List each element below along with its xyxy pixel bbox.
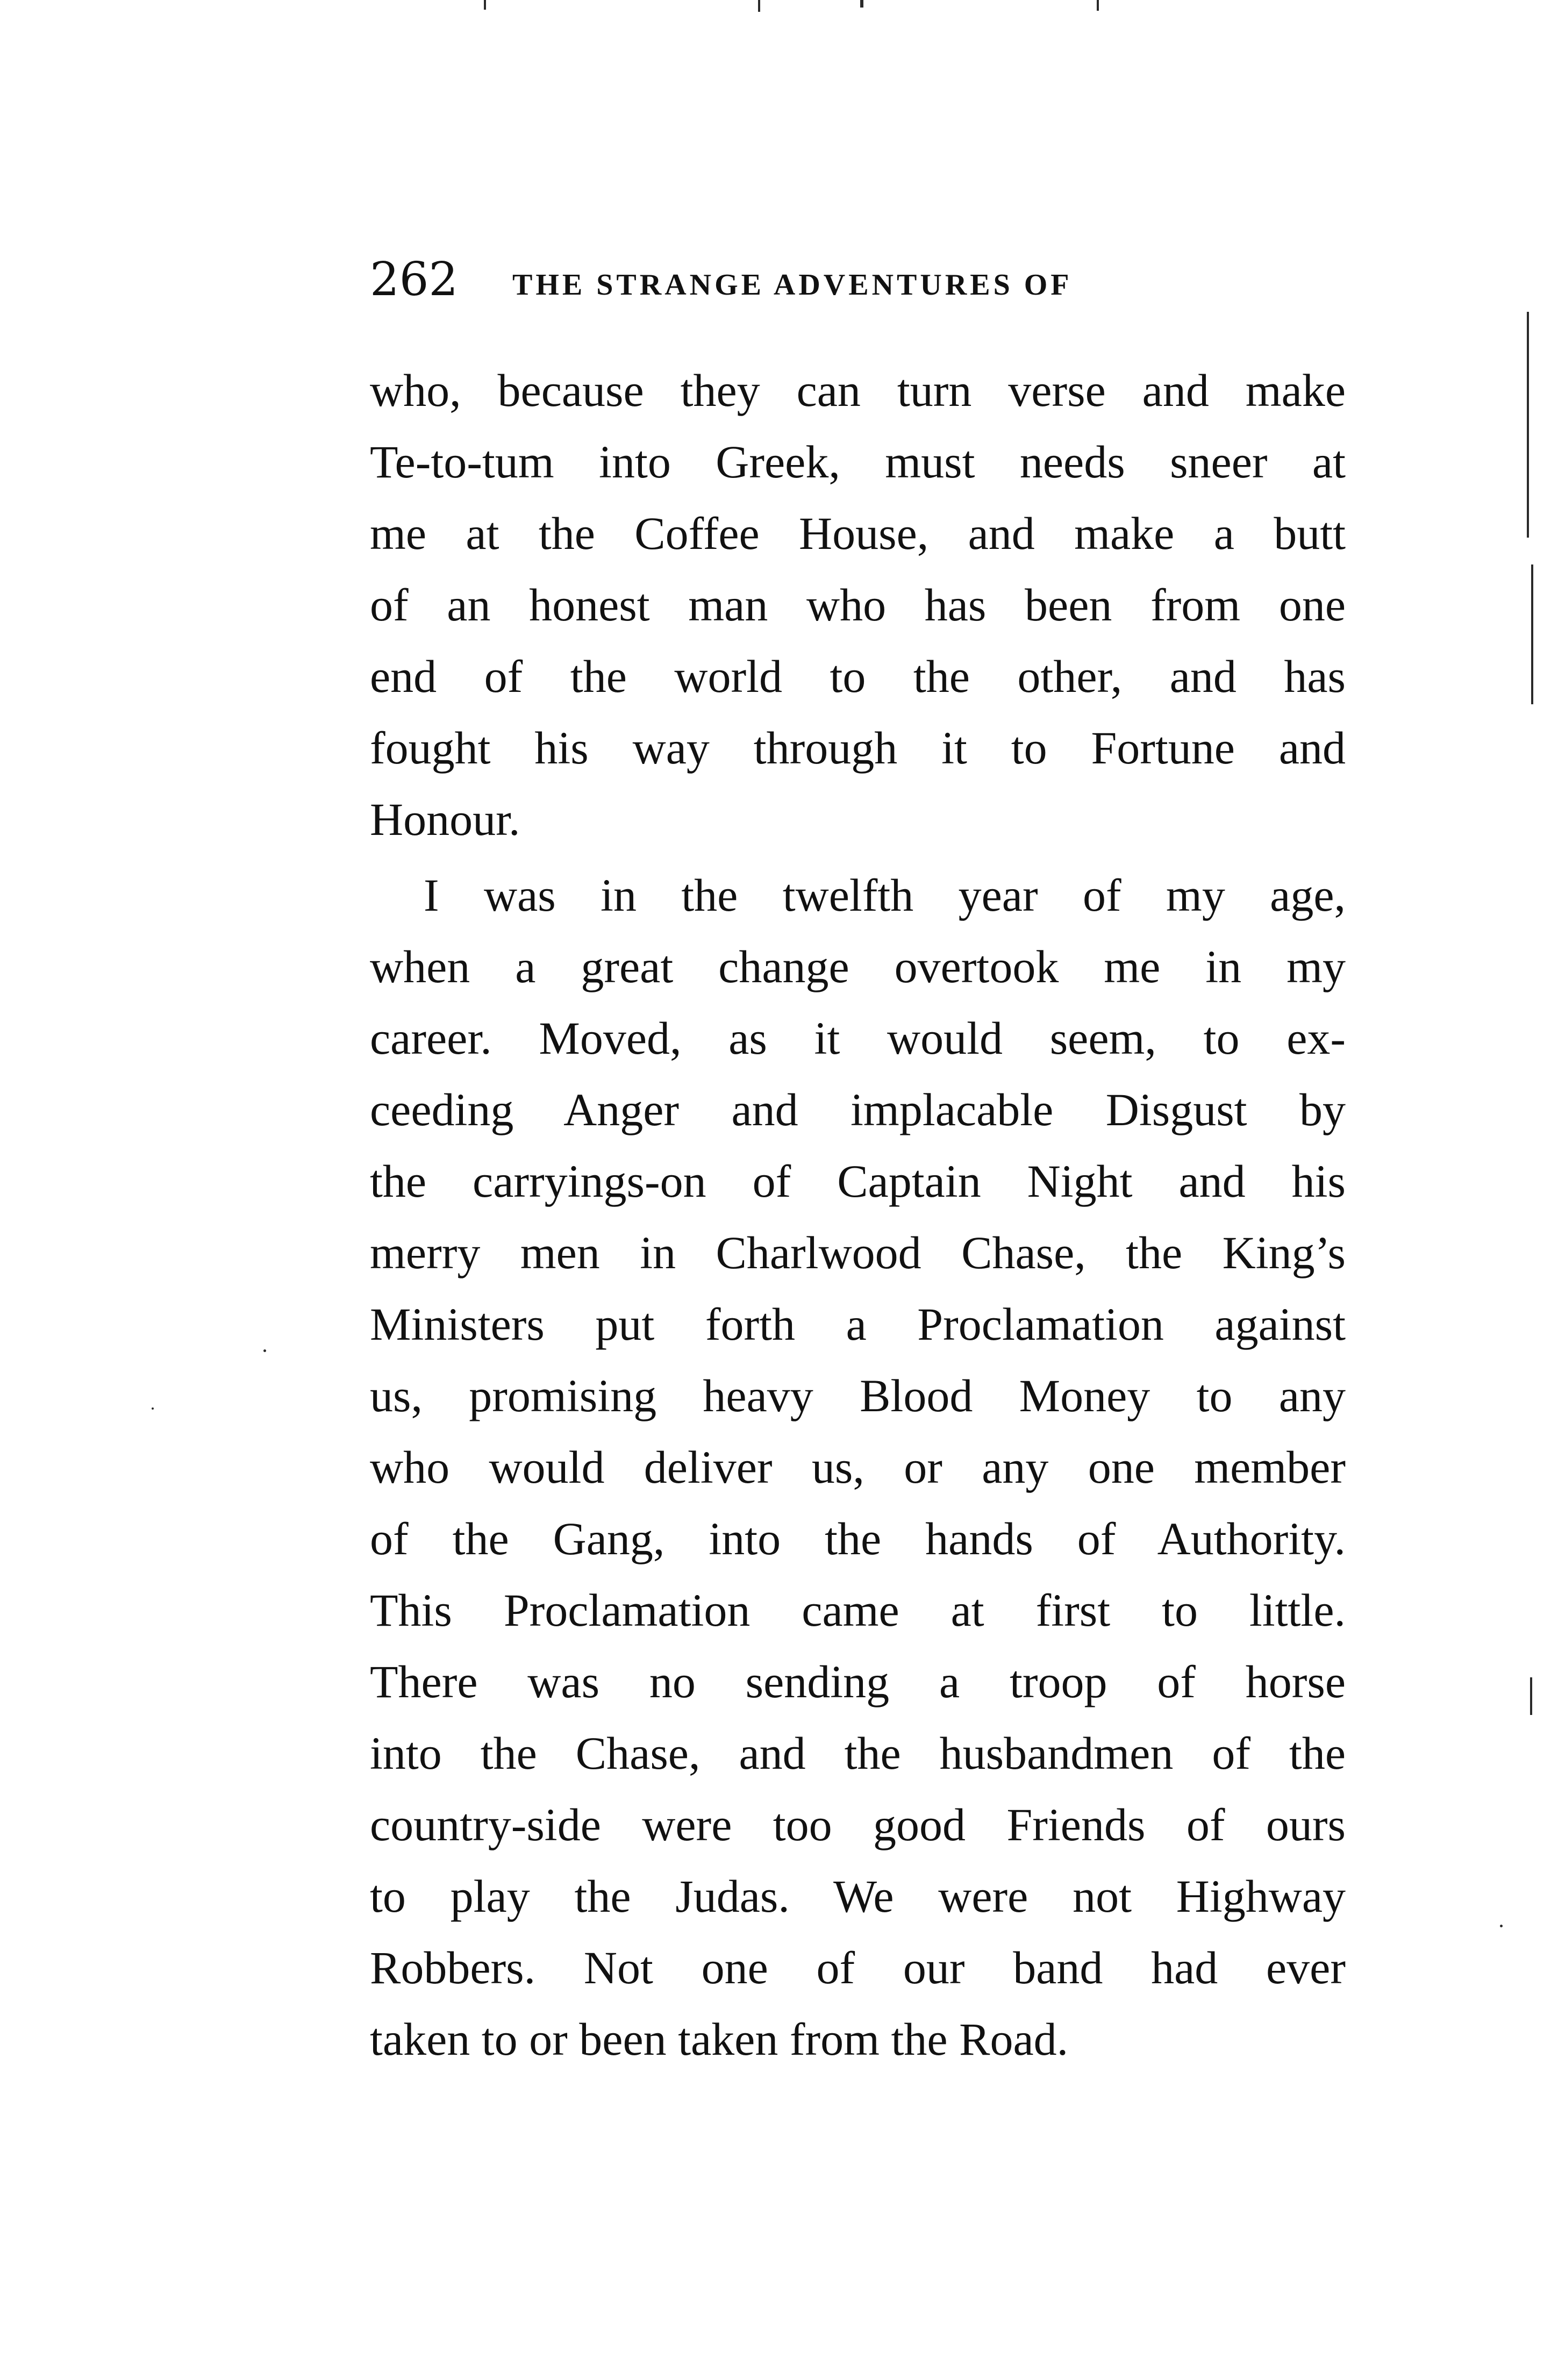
text-line: This Proclamation came at first to little. <box>370 1584 1346 1636</box>
paragraph-1 <box>370 355 1346 855</box>
scan-artifact-top-3 <box>860 0 863 8</box>
scan-artifact-top-1 <box>484 0 486 10</box>
text-line: end of the world to the other, and has <box>370 651 1346 702</box>
text-line: career. Moved, as it would seem, to ex- <box>370 1012 1346 1064</box>
text-line: when a great change overtook me in my <box>370 941 1346 992</box>
text-line: ceeding Anger and implacable Disgust by <box>370 1084 1346 1135</box>
scan-artifact-margin-rule-3 <box>1530 1677 1532 1715</box>
scan-artifact-top-4 <box>1097 0 1099 11</box>
text-line: There was no sending a troop of horse <box>370 1656 1346 1707</box>
text-line: country-side were too good Friends of ours <box>370 1799 1346 1850</box>
text-line: of an honest man who has been from one <box>370 579 1346 631</box>
page-header <box>370 242 1348 323</box>
text-line: who, because they can turn verse and make <box>370 364 1346 416</box>
text-line: taken to or been taken from the Road. <box>370 2013 1069 2065</box>
paragraph-gap <box>370 855 1346 860</box>
scan-artifact-top-2 <box>758 0 760 12</box>
running-head: THE STRANGE ADVENTURES OF <box>512 268 1073 302</box>
paragraph-2 <box>370 860 1346 2075</box>
text-line: merry men in Charlwood Chase, the King’s <box>370 1227 1346 1278</box>
scan-artifact-dot-2 <box>152 1407 154 1410</box>
text-line: I was in the twelfth year of my age, <box>424 869 1346 921</box>
text-line: us, promising heavy Blood Money to any <box>370 1370 1346 1421</box>
scan-artifact-margin-rule-2 <box>1531 564 1533 704</box>
page-number: 262 <box>370 253 459 306</box>
text-line: Robbers. Not one of our band had ever <box>370 1942 1346 1993</box>
scan-artifact-margin-rule-1 <box>1527 312 1529 538</box>
body-text <box>370 355 1346 2075</box>
scan-artifact-dot-1 <box>263 1349 266 1352</box>
text-line: Honour. <box>370 794 520 845</box>
text-line: who would deliver us, or any one member <box>370 1441 1346 1493</box>
text-line: fought his way through it to Fortune and <box>370 722 1346 774</box>
text-line: Te-to-tum into Greek, must needs sneer at <box>370 436 1346 488</box>
text-line: of the Gang, into the hands of Authority. <box>370 1513 1346 1564</box>
scan-artifact-dot-3 <box>1500 1925 1503 1927</box>
text-line: Ministers put forth a Proclamation against <box>370 1298 1346 1350</box>
text-line: me at the Coffee House, and make a butt <box>370 508 1346 559</box>
text-line: into the Chase, and the husbandmen of the <box>370 1727 1346 1779</box>
text-line: the carryings-on of Captain Night and his <box>370 1155 1346 1207</box>
text-line: to play the Judas. We were not Highway <box>370 1870 1346 1922</box>
